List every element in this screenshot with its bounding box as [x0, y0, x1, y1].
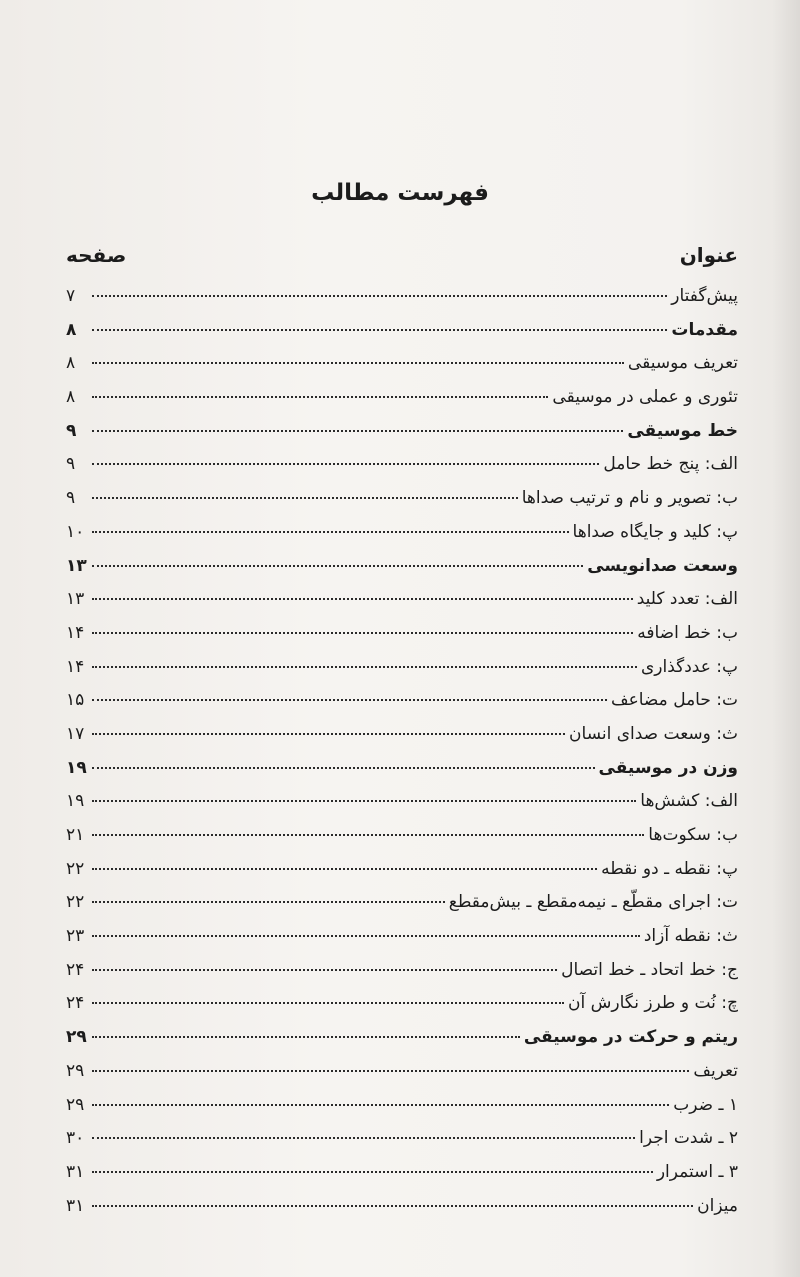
toc-entry-page: ۸ [66, 319, 77, 340]
toc-entry-title: ت: حامل مضاعف [611, 690, 738, 711]
toc-entry-page: ۲۹ [66, 1094, 85, 1115]
dot-leader [92, 1002, 564, 1004]
toc-entry [66, 684, 738, 718]
toc-entry-page: ۹ [66, 454, 76, 475]
toc-entry-page: ۷ [66, 286, 76, 306]
toc-entry [66, 280, 738, 314]
dot-leader [92, 463, 599, 465]
dot-leader [92, 1205, 693, 1207]
table-of-contents [66, 280, 738, 1223]
toc-entry-page: ۳۰ [66, 1128, 85, 1149]
toc-entry-title: وزن در موسیقی [598, 757, 738, 778]
page-column-header: صفحه [66, 243, 127, 267]
toc-entry [66, 381, 738, 415]
dot-leader [92, 800, 636, 802]
toc-entry-title: ۳ ـ استمرار [656, 1161, 738, 1182]
toc-entry-title: ث: نقطه آزاد [643, 926, 738, 947]
toc-entry-page: ۸ [66, 353, 76, 374]
toc-entry [66, 853, 738, 887]
toc-entry-page: ۲۴ [66, 993, 85, 1014]
toc-entry [66, 583, 738, 617]
toc-entry-title: پ: کلید و جایگاه صداها [572, 521, 738, 542]
toc-entry-page: ۹ [66, 420, 77, 441]
toc-entry-title: ت: اجرای مقطّع ـ نیمه‌مقطع ـ بیش‌مقطع [448, 892, 738, 913]
dot-leader [92, 632, 633, 634]
toc-entry-title: ریتم و حرکت در موسیقی [523, 1027, 738, 1048]
toc-entry [66, 752, 738, 786]
toc-entry-page: ۸ [66, 387, 76, 408]
toc-entry-title: خط موسیقی [627, 420, 738, 441]
dot-leader [92, 430, 623, 432]
toc-entry-page: ۲۹ [66, 1027, 87, 1048]
toc-entry-title: الف: تعدد کلید [636, 589, 738, 610]
dot-leader [92, 362, 624, 364]
dot-leader [92, 969, 557, 971]
toc-entry [66, 954, 738, 988]
toc-entry-title: ث: وسعت صدای انسان [569, 723, 738, 744]
toc-entry-title: چ: نُت و طرز نگارش آن [568, 993, 738, 1014]
toc-entry-title: پیش‌گفتار [671, 286, 738, 306]
toc-entry-page: ۱۴ [66, 656, 85, 677]
dot-leader [92, 901, 445, 903]
toc-entry-title: ب: تصویر و نام و ترتیب صداها [521, 488, 738, 509]
toc-entry-title: ب: سکوت‌ها [648, 825, 738, 845]
dot-leader [92, 565, 583, 567]
toc-entry-page: ۲۲ [66, 892, 85, 913]
toc-entry [66, 886, 738, 920]
toc-entry [66, 1089, 738, 1123]
toc-entry [66, 617, 738, 651]
dot-leader [92, 598, 633, 600]
dot-leader [92, 295, 667, 297]
toc-entry-title: مقدمات [671, 319, 738, 340]
toc-entry-title: الف: پنج خط حامل [603, 454, 738, 475]
dot-leader [92, 497, 518, 499]
toc-entry-title: تعریف موسیقی [627, 353, 738, 374]
toc-entry-title: پ: نقطه ـ دو نقطه [601, 858, 738, 879]
title-column-header: عنوان [679, 243, 738, 267]
toc-entry-page: ۳۱ [66, 1195, 85, 1216]
toc-entry-page: ۱۷ [66, 723, 85, 744]
toc-entry-title: پ: عددگذاری [640, 656, 738, 677]
toc-entry-title: میزان [697, 1195, 738, 1216]
dot-leader [92, 834, 644, 836]
toc-entry-page: ۱۳ [66, 589, 85, 610]
toc-entry [66, 651, 738, 685]
toc-entry-page: ۱۹ [66, 757, 87, 778]
dot-leader [92, 1036, 520, 1038]
toc-entry-page: ۲۹ [66, 1060, 85, 1081]
column-headers [66, 243, 738, 273]
toc-entry [66, 314, 738, 348]
dot-leader [92, 733, 565, 735]
dot-leader [92, 531, 569, 533]
toc-entry [66, 482, 738, 516]
toc-entry-page: ۳۱ [66, 1161, 85, 1182]
toc-entry [66, 448, 738, 482]
dot-leader [92, 1171, 653, 1173]
toc-entry-page: ۱۹ [66, 791, 85, 812]
toc-entry [66, 347, 738, 381]
dot-leader [92, 1070, 689, 1072]
toc-entry-page: ۲۱ [66, 825, 85, 845]
toc-entry-page: ۱۵ [66, 690, 85, 711]
toc-entry [66, 1122, 738, 1156]
toc-entry [66, 718, 738, 752]
dot-leader [92, 396, 548, 398]
toc-entry-page: ۱۴ [66, 622, 85, 643]
toc-entry-page: ۱۳ [66, 555, 87, 576]
toc-entry-title: الف: کشش‌ها [640, 791, 738, 812]
dot-leader [92, 329, 667, 331]
toc-entry-title: تئوری و عملی در موسیقی [552, 387, 738, 408]
toc-entry [66, 1156, 738, 1190]
toc-entry [66, 785, 738, 819]
toc-entry-title: ۲ ـ شدت اجرا [639, 1128, 738, 1149]
toc-entry-title: ب: خط اضافه [637, 622, 738, 643]
toc-entry-title: تعریف [693, 1060, 738, 1081]
toc-entry [66, 550, 738, 584]
toc-entry [66, 1021, 738, 1055]
dot-leader [92, 1104, 669, 1106]
toc-entry-title: ج: خط اتحاد ـ خط اتصال [561, 959, 738, 980]
dot-leader [92, 935, 640, 937]
toc-entry-title: ۱ ـ ضرب [673, 1094, 738, 1115]
toc-entry [66, 516, 738, 550]
dot-leader [92, 1137, 635, 1139]
dot-leader [92, 666, 637, 668]
toc-entry-title: وسعت صدانویسی [587, 555, 738, 576]
toc-entry-page: ۲۴ [66, 959, 85, 980]
toc-entry-page: ۲۳ [66, 926, 85, 947]
toc-entry [66, 1055, 738, 1089]
dot-leader [92, 868, 597, 870]
toc-entry [66, 1190, 738, 1224]
toc-entry [66, 987, 738, 1021]
toc-entry [66, 819, 738, 853]
toc-entry [66, 920, 738, 954]
page-title: فهرست مطالب [311, 180, 489, 206]
toc-entry-page: ۱۰ [66, 521, 85, 542]
dot-leader [92, 767, 595, 769]
toc-entry-page: ۹ [66, 488, 76, 509]
toc-entry [66, 415, 738, 449]
toc-entry-page: ۲۲ [66, 858, 85, 879]
dot-leader [92, 699, 607, 701]
